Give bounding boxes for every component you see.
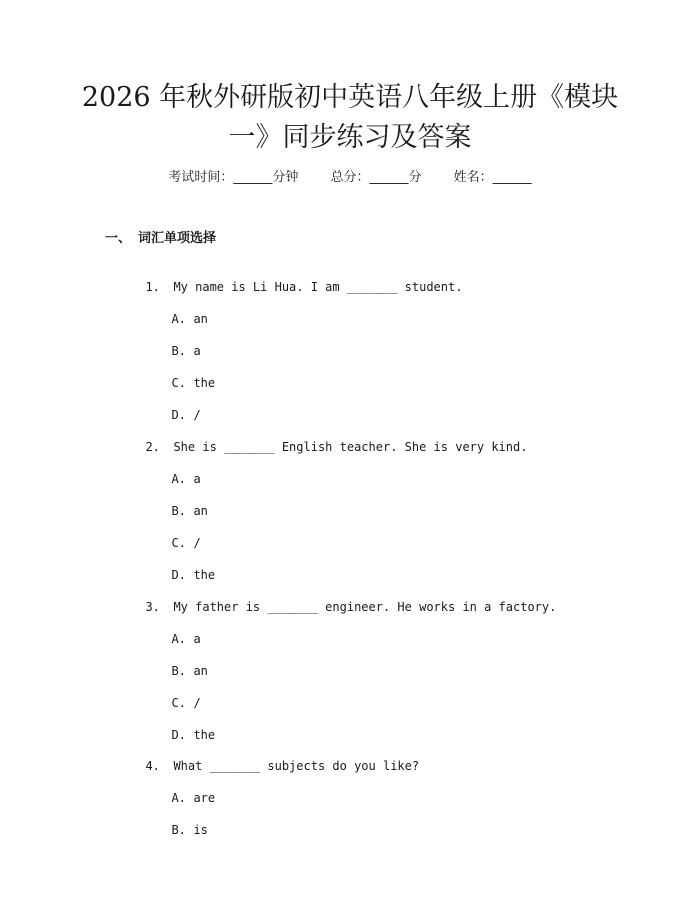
- option-letter: B.: [171, 504, 186, 518]
- option-letter: B.: [171, 344, 186, 358]
- question-2-option-d: [157, 548, 215, 584]
- question-2-option-a: [157, 452, 201, 488]
- option-text: a: [193, 632, 201, 646]
- question-1-option-c: [157, 356, 215, 392]
- document-title-line-1: 2026 年秋外研版初中英语八年级上册《模块: [81, 82, 619, 113]
- option-letter: C.: [171, 696, 186, 710]
- question-1: [131, 260, 462, 296]
- option-letter: D.: [171, 728, 186, 742]
- question-3-option-c: [157, 676, 201, 712]
- question-4-option-b: [157, 803, 208, 839]
- option-letter: B.: [171, 664, 186, 678]
- document-title-line-2: 一》同步练习及答案: [228, 122, 472, 153]
- question-text: She is _______ English teacher. She is very kind.: [173, 440, 528, 454]
- question-2: [131, 420, 527, 456]
- option-text: /: [193, 696, 201, 710]
- option-letter: C.: [171, 536, 186, 550]
- option-text: is: [193, 823, 208, 837]
- option-text: the: [193, 568, 216, 582]
- question-4: [131, 739, 419, 775]
- question-number: 4.: [145, 759, 160, 773]
- exam-name: 姓名：______: [453, 170, 532, 185]
- question-2-option-c: [157, 516, 201, 552]
- question-number: 3.: [145, 600, 160, 614]
- option-text: an: [193, 504, 208, 518]
- question-number: 1.: [145, 280, 160, 294]
- exam-score: 总分：______分: [330, 170, 422, 185]
- option-text: /: [193, 408, 201, 422]
- question-3-option-a: [157, 612, 201, 648]
- question-3: [131, 580, 556, 616]
- option-letter: B.: [171, 823, 186, 837]
- question-1-option-a: [157, 292, 208, 328]
- option-text: /: [193, 536, 201, 550]
- section-number: 一、: [105, 231, 132, 246]
- option-letter: D.: [171, 408, 186, 422]
- option-letter: A.: [171, 312, 186, 326]
- exam-time: 考试时间：______分钟: [168, 170, 299, 185]
- option-text: a: [193, 344, 201, 358]
- option-letter: A.: [171, 791, 186, 805]
- question-text: What _______ subjects do you like?: [173, 759, 420, 773]
- question-2-option-b: [157, 484, 208, 520]
- option-text: the: [193, 376, 216, 390]
- document-title: [60, 78, 640, 158]
- option-letter: C.: [171, 376, 186, 390]
- question-text: My father is _______ engineer. He works in a factory.: [173, 600, 557, 614]
- option-letter: D.: [171, 568, 186, 582]
- question-1-option-d: [157, 388, 201, 424]
- exam-info: [0, 168, 700, 188]
- option-text: an: [193, 312, 208, 326]
- option-text: the: [193, 728, 216, 742]
- question-4-option-a: [157, 771, 215, 807]
- option-letter: A.: [171, 472, 186, 486]
- question-text: My name is Li Hua. I am _______ student.: [173, 280, 463, 294]
- option-text: are: [193, 791, 216, 805]
- section-heading: [105, 229, 216, 249]
- question-3-option-b: [157, 644, 208, 680]
- option-text: an: [193, 664, 208, 678]
- option-text: a: [193, 472, 201, 486]
- option-letter: A.: [171, 632, 186, 646]
- question-1-option-b: [157, 324, 201, 360]
- question-number: 2.: [145, 440, 160, 454]
- section-title: 词汇单项选择: [138, 231, 217, 246]
